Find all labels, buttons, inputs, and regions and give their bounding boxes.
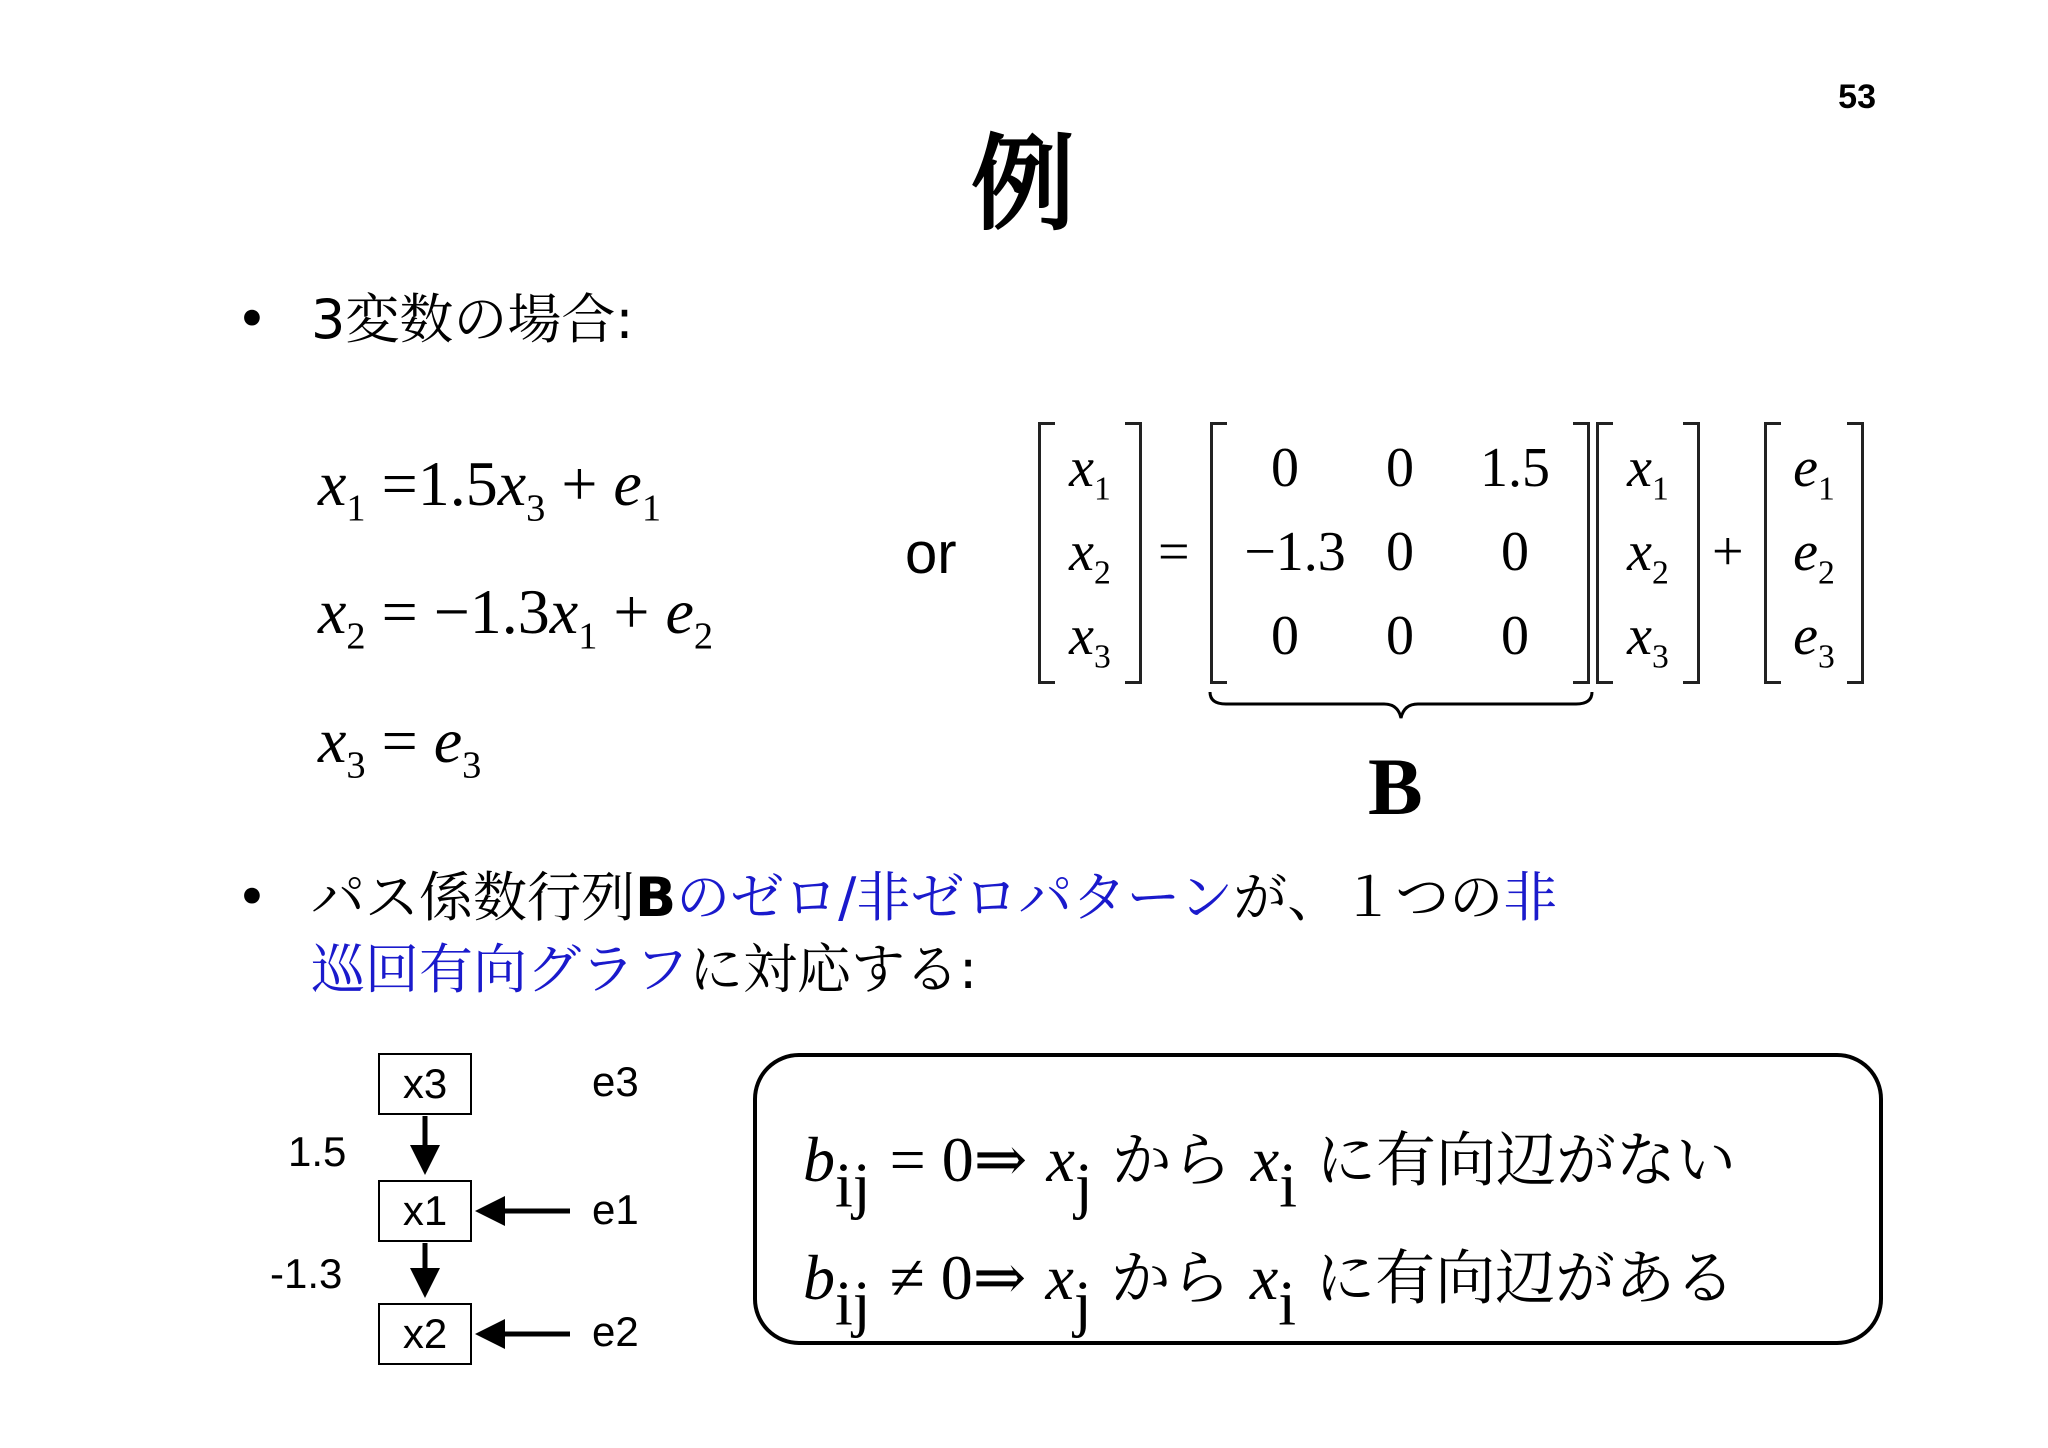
x-x2: $x_2$ <box>1627 521 1669 592</box>
equals-sign: = <box>1158 521 1190 583</box>
dag-edge-label-1: 1.5 <box>288 1128 347 1175</box>
underbrace <box>1208 690 1594 730</box>
dag-edge-label-2: -1.3 <box>270 1250 343 1297</box>
bullet2-matrix-b: B <box>635 866 677 929</box>
e-e2: $e_2$ <box>1793 521 1835 592</box>
structural-equations <box>318 432 713 817</box>
lhs-vector <box>1038 422 1142 684</box>
lhs-x2: $x_2$ <box>1069 521 1111 592</box>
dag-error-e3: e3 <box>592 1058 639 1105</box>
page-number: 53 <box>1838 78 1876 116</box>
equation-1: $x_1 =1.5x_3 + e_1$ <box>318 448 662 530</box>
bullet2-text: が、１つの <box>1233 866 1504 929</box>
matrix-b-label: B <box>1368 741 1423 832</box>
b-cell: 0 <box>1501 521 1529 583</box>
bullet2-highlight: のゼロ/非ゼロパターン <box>676 866 1234 929</box>
b-cell: 0 <box>1386 605 1414 667</box>
bullet-dot: • <box>236 288 268 351</box>
dag-node-x2: x2 <box>378 1303 472 1365</box>
bullet2-text: に対応する: <box>689 938 978 1001</box>
dag-arrow-e2 <box>380 1310 580 1360</box>
bullet-dot: • <box>236 866 268 929</box>
b-cell: −1.3 <box>1244 521 1346 583</box>
bullet2-highlight: 巡回有向グラフ <box>311 938 689 1001</box>
bullet-path-coefficients <box>236 862 1836 1006</box>
b-cell: 0 <box>1386 437 1414 499</box>
x-x1: $x_1$ <box>1627 437 1669 508</box>
lhs-x1: $x_1$ <box>1069 437 1111 508</box>
lhs-x3: $x_3$ <box>1069 605 1111 676</box>
bullet-three-variables <box>236 284 634 356</box>
rule-zero: bij = 0⇒ xj から xi に有向辺がない <box>803 1124 1737 1221</box>
bullet2-text: パス係数行列 <box>311 866 635 929</box>
dag-node-x3: x3 <box>378 1053 472 1115</box>
e-e1: $e_1$ <box>1793 437 1835 508</box>
bullet2-highlight: 非 <box>1503 866 1558 929</box>
x-x3: $x_3$ <box>1627 605 1669 676</box>
b-cell: 0 <box>1271 605 1299 667</box>
e-vector <box>1764 422 1864 684</box>
rule-box <box>753 1053 1883 1345</box>
dag-node-x1: x1 <box>378 1180 472 1242</box>
x-vector <box>1596 422 1700 684</box>
b-cell: 0 <box>1386 521 1414 583</box>
or-word: or <box>905 521 957 586</box>
b-cell: 1.5 <box>1480 437 1550 499</box>
bullet-text: 3変数の場合: <box>311 288 634 351</box>
slide-title: 例 <box>970 123 1077 245</box>
e-e3: $e_3$ <box>1793 605 1835 676</box>
b-cell: 0 <box>1501 605 1529 667</box>
dag-error-e1: e1 <box>592 1186 639 1233</box>
equation-3: $x_3 = e_3$ <box>318 704 482 787</box>
rule-nonzero: bij ≠ 0⇒ xj から xi に有向辺がある <box>803 1242 1736 1339</box>
matrix-b <box>1210 422 1590 684</box>
plus-sign: + <box>1712 521 1744 583</box>
dag-arrows <box>380 1110 580 1310</box>
equation-2: $x_2 = -1.3x_1 + e_2$ <box>318 576 714 658</box>
b-cell: 0 <box>1271 437 1299 499</box>
dag-error-e2: e2 <box>592 1308 639 1355</box>
